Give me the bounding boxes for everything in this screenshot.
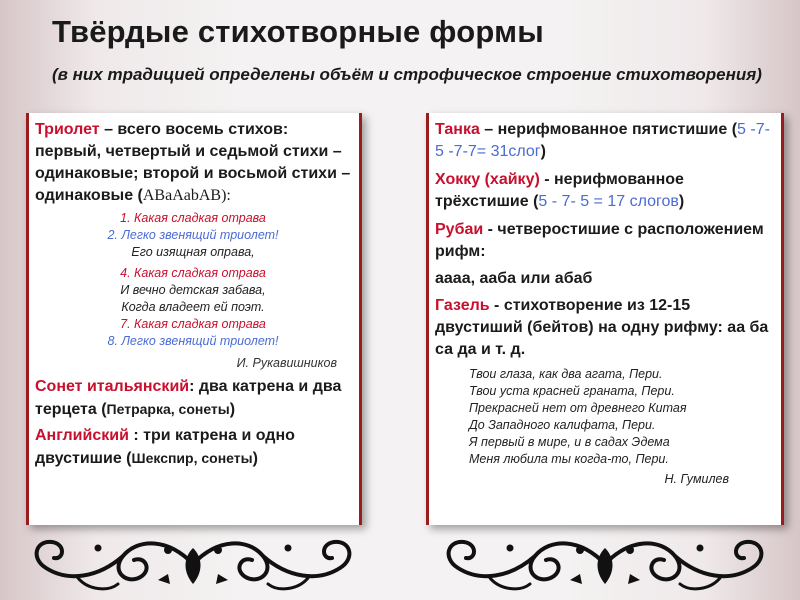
poem-line: 2. Легко звенящий триолет! — [107, 228, 279, 242]
poem-line: Меня любила ты когда-то, Пери. — [469, 452, 669, 466]
poem-line: И вечно детская забава, — [120, 283, 266, 297]
poem-line: Я первый в мире, и в садах Эдема — [469, 435, 670, 449]
gazel-poem — [469, 366, 773, 468]
swirl-ornament-right — [422, 528, 788, 600]
slide-subtitle: (в них традицией определены объём и строфическое строение стихотворения) — [52, 65, 762, 84]
rubai-definition: Рубаи - четверостишие с расположением рифм: — [435, 221, 764, 260]
triolet-term: Триолет — [35, 121, 100, 138]
swirl-ornament-left — [18, 528, 368, 600]
poem-line: Когда владеет ей поэт. — [121, 300, 265, 314]
triolet-poem — [35, 210, 351, 350]
triolet-author: И. Рукавишников — [236, 356, 337, 370]
poem-line: Его изящная оправа, — [131, 245, 255, 259]
poem-line: Прекрасней нет от древнего Китая — [469, 401, 687, 415]
slide-title: Твёрдые стихотворные формы — [52, 14, 544, 49]
gazel-definition: Газель - стихотворение из 12-15 двустиший (бейтов) на одну рифму: аа ба са да и т. д. — [435, 297, 769, 358]
left-panel — [26, 113, 362, 525]
rubai-schemes: аааа, ааба или абаб — [435, 270, 593, 287]
triolet-pattern: ABaAabAB): — [142, 187, 231, 204]
triolet-text: – всего восемь стихов: первый, четвертый и седьмой стихи – одинаковые; второй и восьмой стихи – одинаковые ( — [35, 121, 351, 204]
hokku-definition: Хокку (хайку) - нерифмованное трёхстишие (5 - 7- 5 = 17 слогов) — [435, 171, 685, 210]
right-panel — [426, 113, 784, 525]
poem-line: 4. Какая сладкая отрава — [120, 266, 266, 280]
poem-line: 8. Легко звенящий триолет! — [107, 334, 279, 348]
poem-line: Твои глаза, как два агата, Пери. — [469, 367, 663, 381]
triolet-definition — [35, 119, 351, 207]
poem-line: Твои уста красней граната, Пери. — [469, 384, 675, 398]
poem-line: 7. Какая сладкая отрава — [120, 317, 266, 331]
sonnet-english: Английский : три катрена и одно двустишие (Шекспир, сонеты) — [35, 427, 295, 467]
sonnet-italian: Сонет итальянский: два катрена и два терцета (Петрарка, сонеты) — [35, 378, 342, 418]
gazel-author: Н. Гумилев — [664, 472, 729, 486]
poem-line: До Западного калифата, Пери. — [469, 418, 656, 432]
tanka-definition: Танка – нерифмованное пятистишие (5 -7- 5 -7-7= 31слог) — [435, 121, 770, 160]
poem-line: 1. Какая сладкая отрава — [120, 211, 266, 225]
